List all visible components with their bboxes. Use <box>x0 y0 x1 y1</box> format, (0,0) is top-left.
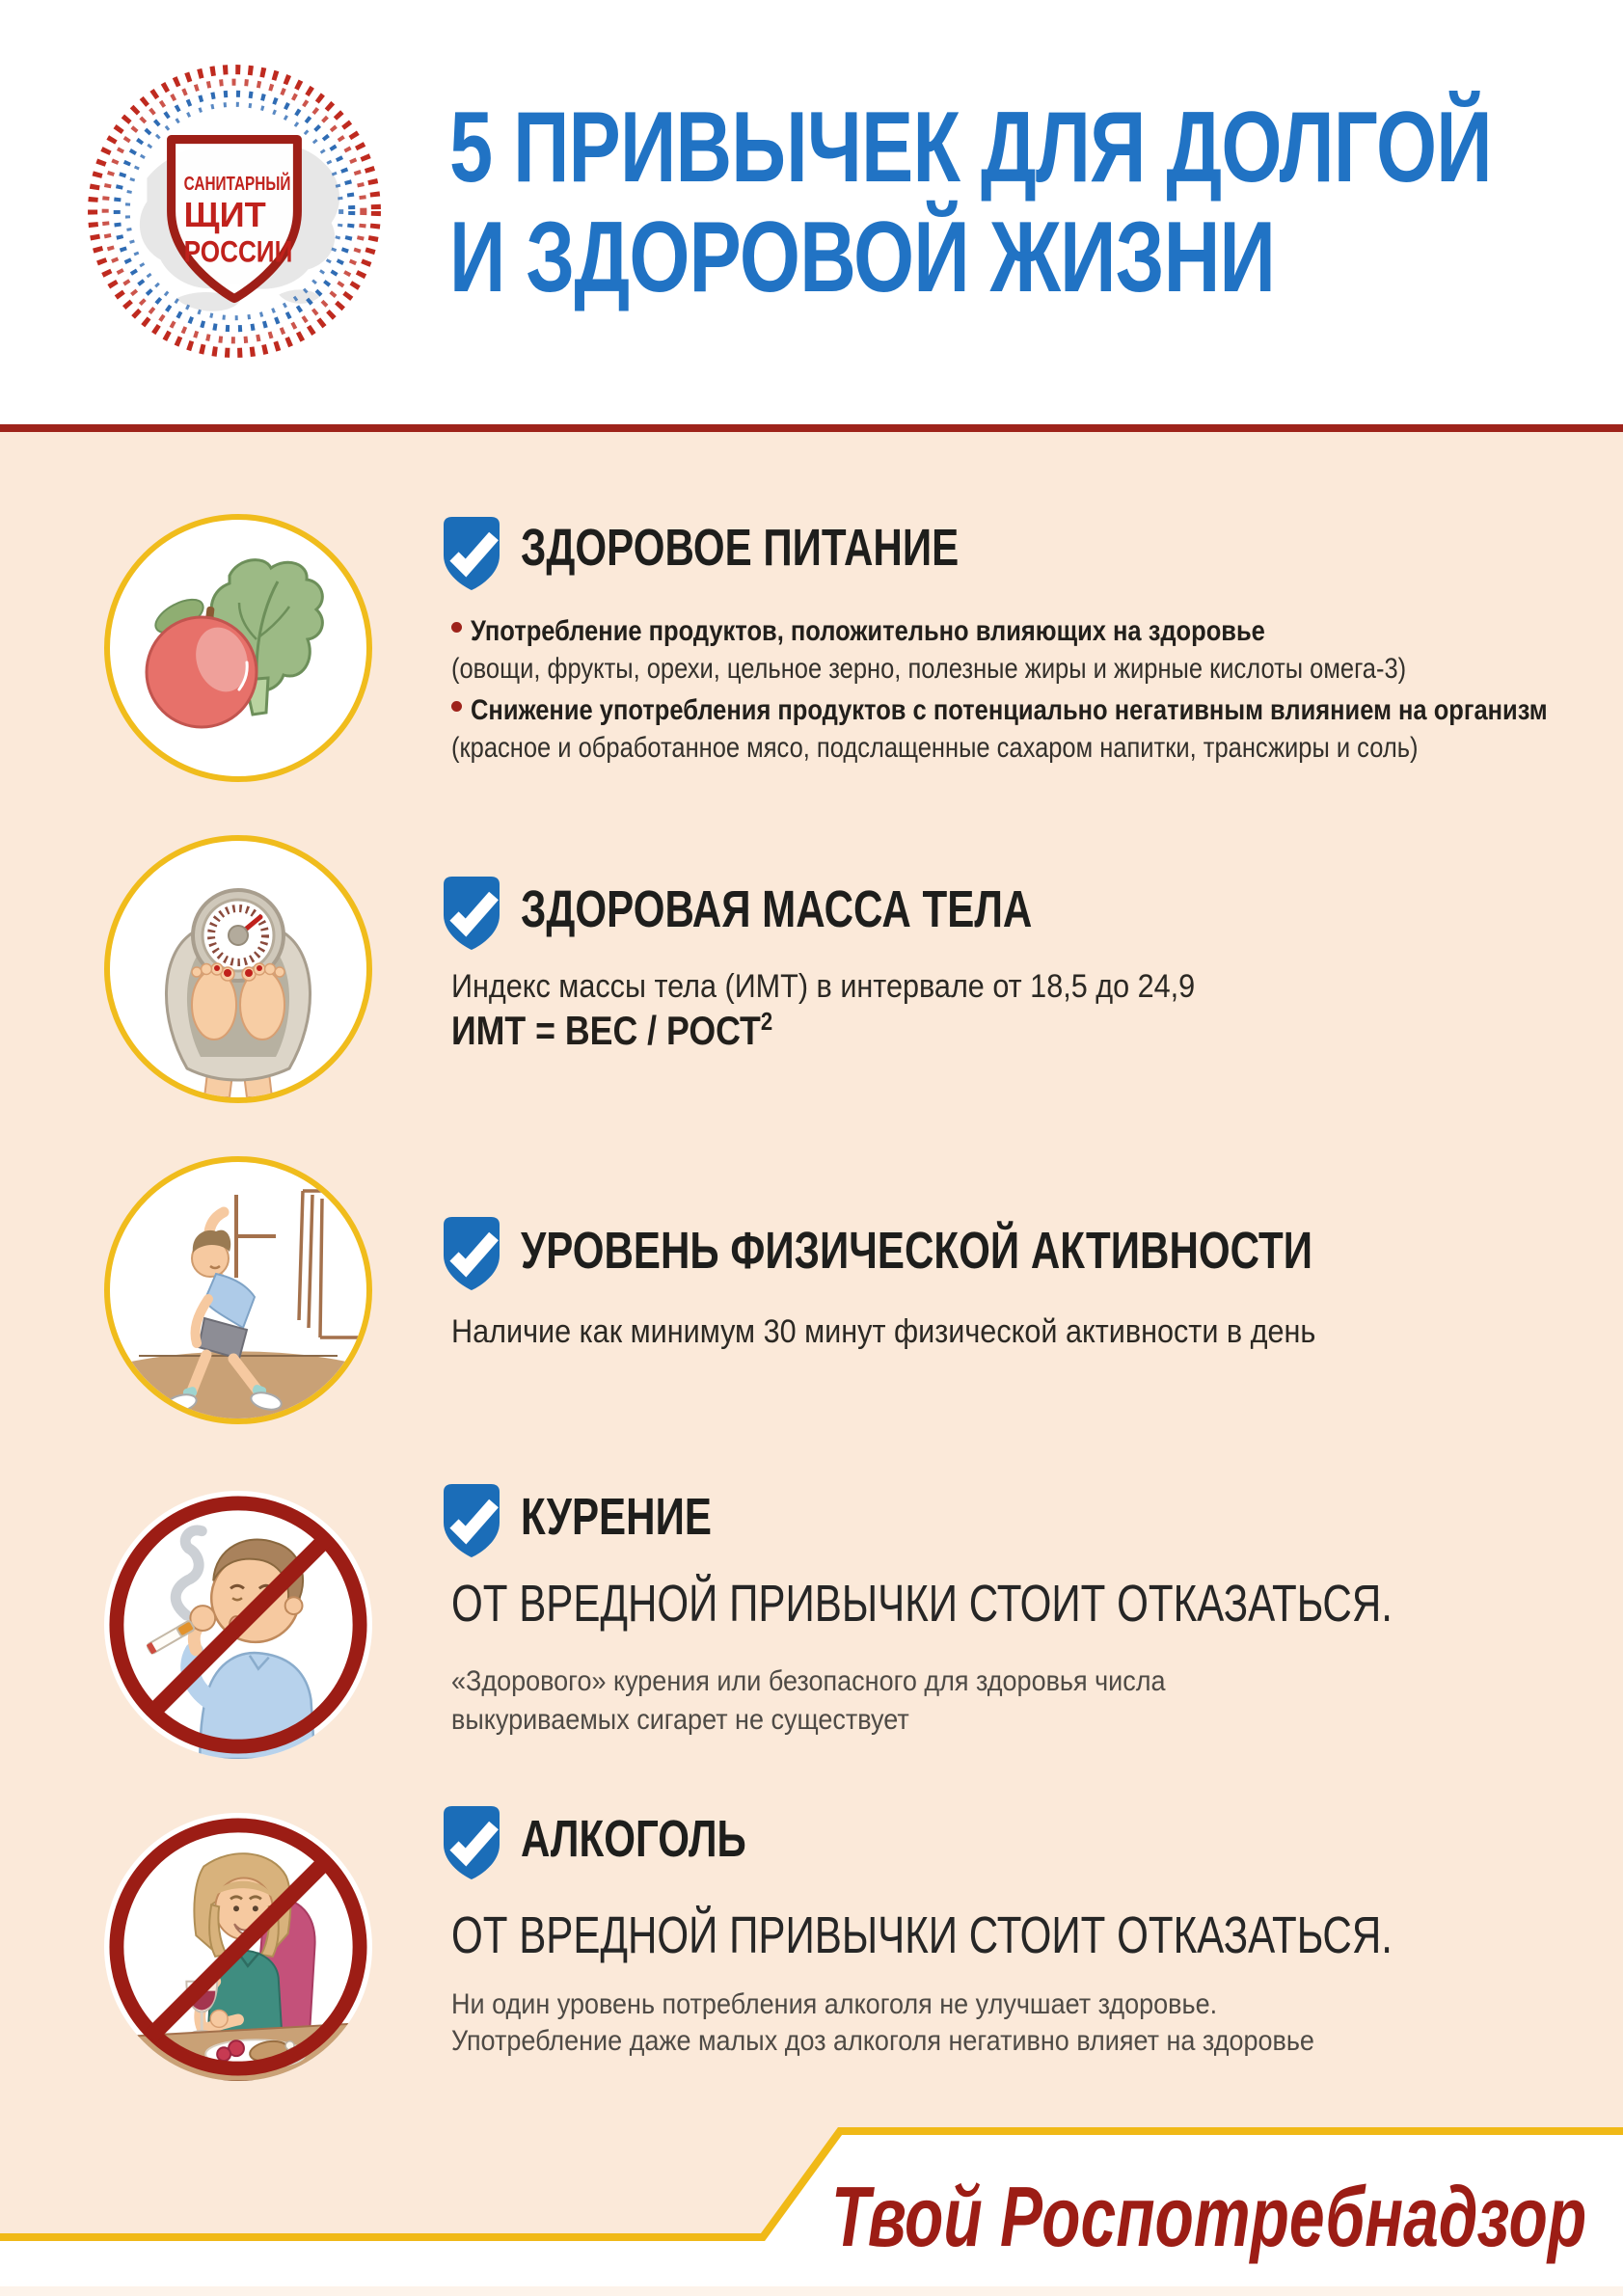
sanitary-shield-russia-logo <box>79 56 390 366</box>
alcohol-note-2: Употребление даже малых доз алкоголя негативно влияет на здоровье <box>451 2025 1314 2057</box>
nutrition-detail-1: (овощи, фрукты, орехи, цельное зерно, полезные жиры и жирные кислоты омега-3) <box>451 653 1407 685</box>
bmi-range-text: Индекс массы тела (ИМТ) в интервале от 18,5 до 24,9 <box>451 968 1196 1005</box>
section-heading-alcohol: АЛКОГОЛЬ <box>521 1810 746 1868</box>
healthy-food-illustration <box>104 514 372 782</box>
check-shield-icon <box>436 1213 507 1296</box>
section-heading-smoking: КУРЕНИЕ <box>521 1488 712 1546</box>
section-heading-activity: УРОВЕНЬ ФИЗИЧЕСКОЙ АКТИВНОСТИ <box>521 1222 1312 1280</box>
smoking-note-1: «Здорового» курения или безопасного для здоровья числа <box>451 1665 1166 1697</box>
no-alcohol-illustration <box>104 1813 372 2081</box>
bullet-dot <box>451 701 462 712</box>
section-heading-body-mass: ЗДОРОВАЯ МАССА ТЕЛА <box>521 880 1033 938</box>
apple-lettuce-icon <box>110 520 366 776</box>
alcohol-note-1: Ни один уровень потребления алкоголя не улучшает здоровье. <box>451 1988 1218 2020</box>
bmi-formula: ИМТ = ВЕС / РОСТ$^2$ <box>451 1007 773 1053</box>
no-smoking-illustration <box>104 1491 372 1759</box>
section-heading-nutrition: ЗДОРОВОЕ ПИТАНИЕ <box>521 519 960 577</box>
poster-title <box>449 93 1492 312</box>
poster-title-line1: 5 ПРИВЫЧЕК ДЛЯ ДОЛГОЙ <box>449 92 1492 203</box>
exercising-person-icon <box>110 1162 366 1418</box>
bathroom-scale-icon <box>110 841 366 1097</box>
logo-text-line2: ЩИТ <box>183 195 266 235</box>
bottom-strip <box>0 2286 1623 2296</box>
no-smoking-icon <box>104 1491 372 1759</box>
activity-text: Наличие как минимум 30 минут физической активности в день <box>451 1313 1316 1350</box>
check-shield-icon <box>436 513 507 596</box>
nutrition-bullet-1: Употребление продуктов, положительно влияющих на здоровье <box>451 615 1405 648</box>
alcohol-statement: ОТ ВРЕДНОЙ ПРИВЫЧКИ СТОИТ ОТКАЗАТЬСЯ. <box>451 1906 1393 1964</box>
body-mass-illustration <box>104 835 372 1103</box>
header-separator-bar <box>0 424 1623 432</box>
poster-title-line2: И ЗДОРОВОЙ ЖИЗНИ <box>449 202 1276 313</box>
physical-activity-illustration <box>104 1156 372 1424</box>
check-shield-icon <box>436 1480 507 1563</box>
check-shield-icon <box>436 1802 507 1885</box>
logo-text-line3: РОССИИ <box>183 234 293 269</box>
rospotrebnadzor-brand: Твой Роспотребнадзор <box>830 2169 1586 2264</box>
nutrition-bullet-2: Снижение употребления продуктов с потенциально негативным влиянием на организм <box>451 694 1623 727</box>
smoking-statement: ОТ ВРЕДНОЙ ПРИВЫЧКИ СТОИТ ОТКАЗАТЬСЯ. <box>451 1575 1393 1633</box>
smoking-note-2: выкуриваемых сигарет не существует <box>451 1704 909 1736</box>
bullet-dot <box>451 622 462 633</box>
no-alcohol-icon <box>104 1813 372 2081</box>
logo-text-line1: САНИТАРНЫЙ <box>183 173 324 195</box>
nutrition-detail-2: (красное и обработанное мясо, подслащенные сахаром напитки, трансжиры и соль) <box>451 732 1419 764</box>
check-shield-icon <box>436 873 507 956</box>
